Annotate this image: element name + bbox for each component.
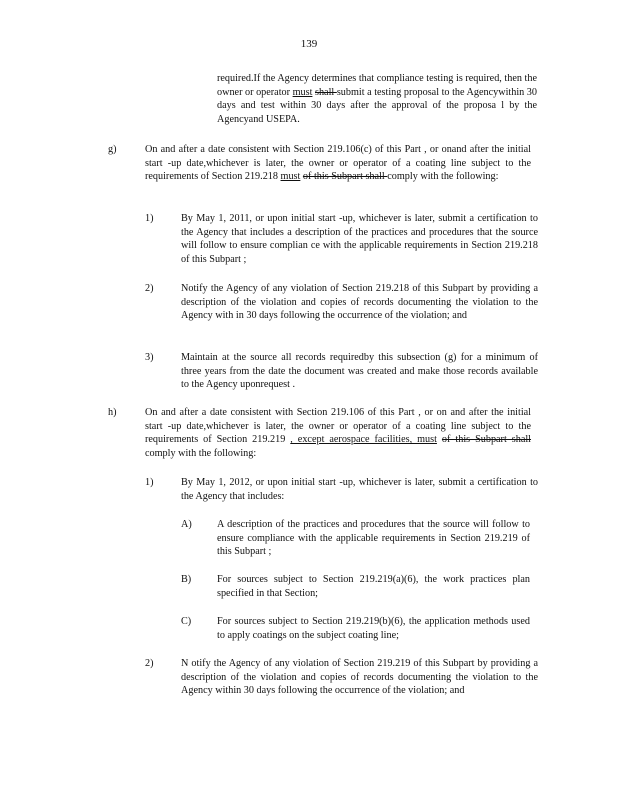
g-item-1-text: By May 1, 2011, or upon initial start -up, whichever is later, submit a certification to the Agency that includes a description of the practices and procedures that the source will follow to ensure complian ce with the applicable requirements in Section 219.218 of this Subpart ; — [181, 213, 538, 265]
h-inserted-text: , except aerospace facilities, must — [290, 434, 437, 446]
h-item-1-label: 1) — [145, 477, 154, 488]
g-item-3-text: Maintain at the source all records requiredby this subsection (g) for a minimum of three years from the date the document was created and make those records available to the Agency uponrequest . — [181, 352, 538, 391]
g-item-1-label: 1) — [145, 213, 154, 224]
h-sub-a-label: A) — [181, 519, 192, 530]
h-item-1-text: By May 1, 2012, or upon initial start -up, whichever is later, submit a certification to the Agency that includes: — [181, 477, 538, 502]
intro-deleted-shall: shall — [315, 86, 337, 98]
h-sub-c-text: For sources subject to Section 219.219(b)(6), the application methods used to apply coatings on the subject coating line; — [217, 616, 530, 641]
g-item-3-label: 3) — [145, 352, 154, 363]
intro-text-2: submit a testing proposal to the Agencywithin 30 days and test within 30 days after the approval of the proposa l by the Agencyand USEPA. — [217, 86, 537, 125]
h-sub-c-label: C) — [181, 616, 192, 627]
h-sub-b-label: B) — [181, 574, 192, 585]
g-item-2-text: Notify the Agency of any violation of Section 219.218 of this Subpart by providing a description of the violation and copies of records documenting the violation to the Agency with in 30 days following the occurrence of the violation; and — [181, 283, 538, 322]
h-sub-a-text: A description of the practices and procedures that the source will follow to ensure compliance with the applicable requirements in Section 219.219 of this Subpart ; — [217, 519, 530, 558]
h-item-2-text: N otify the Agency of any violation of Section 219.219 of this Subpart by providing a description of the violation and copies of records documenting the violation to the Agency within 30 days following the occurrence of the violation; and — [181, 658, 538, 697]
subsection-g-paragraph: On and after a date consistent with Section 219.106(c) of this Part , or onand after the initial start -up date,whichever is later, the owner or operator of a coating line subject to the requirements of Section 219.218 must of this Subpart shall comply with the following: — [145, 144, 531, 183]
intro-inserted-must: must — [292, 86, 313, 98]
subsection-h-paragraph: On and after a date consistent with Section 219.106 of this Part , or on and after the initial start -up date,whichever is later, the owner or operator of a coating line subject to the requirements of Section 219.219 , except aerospace facilities, must of this Subpart shall comply with the following: — [145, 407, 532, 459]
h-sub-b-text: For sources subject to Section 219.219(a)(6), the work practices plan specified in that Section; — [217, 574, 530, 599]
h-deleted-text: of this Subpart shall — [441, 434, 532, 446]
subsection-h-label: h) — [108, 407, 117, 418]
intro-paragraph — [217, 72, 537, 126]
g-inserted-must: must — [280, 171, 301, 183]
g-item-2-label: 2) — [145, 283, 154, 294]
subsection-g-label: g) — [108, 144, 117, 155]
g-deleted-text: of this Subpart shall — [302, 171, 388, 183]
page-number: 139 — [300, 38, 318, 50]
intro-text-1: required.If the Agency determines that compliance testing is required, then the owner or operator — [217, 73, 537, 98]
h-item-2-label: 2) — [145, 658, 154, 669]
